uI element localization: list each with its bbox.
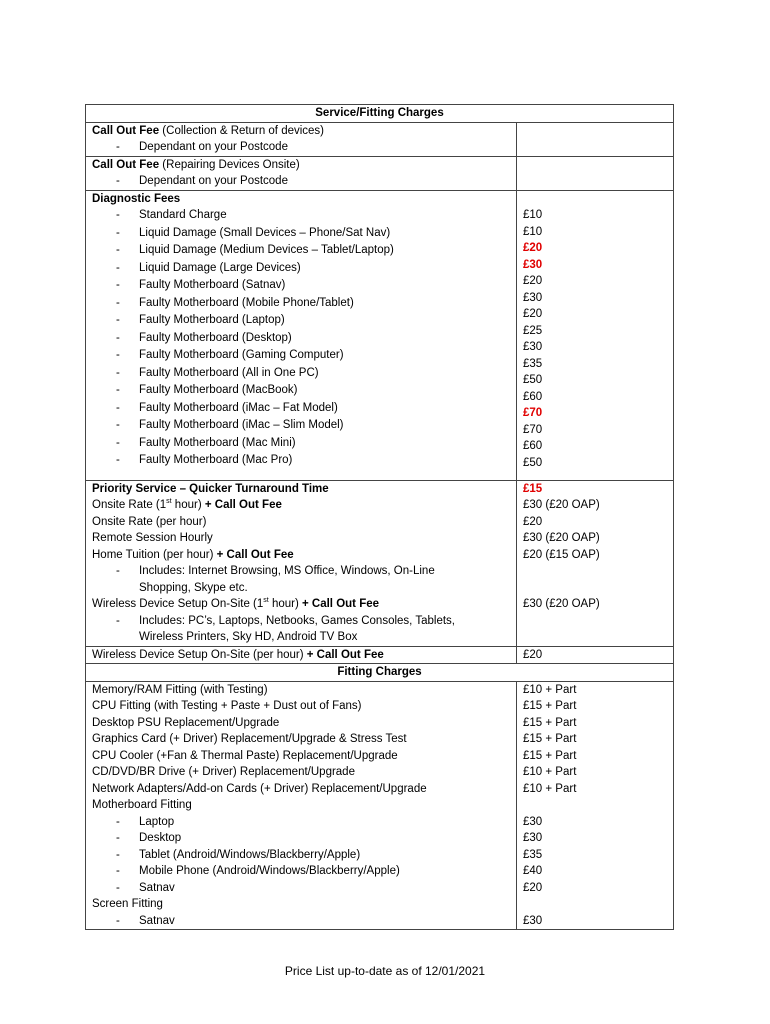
price-value: £25	[523, 324, 543, 337]
callout-collection-desc: (Collection & Return of devices)	[159, 124, 325, 137]
list-item: - Tablet (Android/Windows/Blackberry/Apple)	[92, 847, 510, 864]
onsite-first-hour-label: Onsite Rate (1st hour) + Call Out Fee	[92, 498, 282, 511]
list-item: - Faulty Motherboard (Mobile Phone/Tablet)	[92, 295, 510, 313]
diagnostic-title: Diagnostic Fees	[92, 192, 181, 205]
wireless-includes-line: Wireless Printers, Sky HD, Android TV Box	[139, 631, 358, 643]
price-value: £30	[523, 258, 543, 271]
callout-onsite-sub: - Dependant on your Postcode	[92, 173, 510, 190]
price-value: £60	[523, 440, 543, 452]
list-item: - Faulty Motherboard (Satnav)	[92, 277, 510, 295]
list-item: - Faulty Motherboard (Laptop)	[92, 312, 510, 330]
diagnostic-row	[86, 190, 674, 480]
list-item: - Faulty Motherboard (MacBook)	[92, 382, 510, 400]
list-item: - Faulty Motherboard (Mac Mini)	[92, 435, 510, 453]
table-row	[86, 122, 674, 156]
list-item: CPU Cooler (+Fan & Thermal Paste) Replacement/Upgrade	[92, 749, 398, 762]
services-row	[86, 480, 674, 646]
price-value: £35	[523, 357, 543, 370]
onsite-hourly-label: Onsite Rate (per hour)	[92, 515, 207, 528]
wireless-first-hour-label: Wireless Device Setup On-Site (1st hour) + Call Out Fee	[92, 597, 380, 610]
price-value: £10 + Part	[523, 782, 577, 795]
screen-title: Screen Fitting	[92, 898, 163, 910]
list-item: - Satnav	[92, 913, 510, 930]
service-charges-heading: Service/Fitting Charges	[86, 105, 674, 123]
price-value: £10 + Part	[523, 766, 577, 778]
price-value: £20	[523, 242, 543, 254]
list-item: - Liquid Damage (Large Devices)	[92, 260, 510, 278]
price-value: £60	[523, 390, 543, 403]
list-item: - Laptop	[92, 814, 510, 831]
fitting-charges-heading: Fitting Charges	[86, 664, 674, 682]
motherboard-title: Motherboard Fitting	[92, 799, 192, 811]
list-item: - Faulty Motherboard (iMac – Slim Model)	[92, 417, 510, 435]
priority-service-label: Priority Service – Quicker Turnaround Time	[92, 482, 329, 495]
price-value: £20	[523, 275, 543, 287]
price-value: £20	[523, 881, 543, 894]
price-value: £70	[523, 407, 543, 419]
list-item: Desktop PSU Replacement/Upgrade	[92, 716, 280, 729]
callout-onsite-price	[517, 156, 674, 190]
list-item: - Faulty Motherboard (iMac – Fat Model)	[92, 400, 510, 418]
price-value: £15 + Part	[523, 733, 577, 745]
price-value: £20	[523, 308, 543, 320]
services-prices	[517, 480, 674, 646]
remote-session-label: Remote Session Hourly	[92, 532, 213, 544]
list-item: - Standard Charge	[92, 207, 510, 225]
list-item: - Faulty Motherboard (All in One PC)	[92, 365, 510, 383]
price-value: £30	[523, 341, 543, 353]
fitting-row	[86, 681, 674, 930]
wireless-includes-line: - Includes: PC’s, Laptops, Netbooks, Games Consoles, Tablets,	[92, 613, 510, 630]
list-item: - Satnav	[92, 880, 510, 897]
home-tuition-label: Home Tuition (per hour) + Call Out Fee	[92, 548, 294, 561]
price-value: £10	[523, 225, 543, 238]
price-value: £15	[523, 482, 543, 495]
tuition-includes-line: - Includes: Internet Browsing, MS Office, Windows, On-Line	[92, 563, 510, 580]
price-value: £30 (£20 OAP)	[523, 532, 600, 544]
footer-date-note: Price List up-to-date as of 12/01/2021	[284, 964, 486, 978]
list-item: - Mobile Phone (Android/Windows/Blackberry/Apple)	[92, 863, 510, 880]
price-value: £30 (£20 OAP)	[523, 499, 600, 511]
list-item: Memory/RAM Fitting (with Testing)	[92, 683, 268, 696]
price-value: £50	[523, 374, 543, 386]
callout-onsite-desc: (Repairing Devices Onsite)	[159, 158, 300, 171]
price-value: £30	[523, 914, 543, 927]
list-item: - Liquid Damage (Small Devices – Phone/Sat Nav)	[92, 225, 510, 243]
diagnostic-prices	[517, 190, 674, 480]
table-row	[86, 156, 674, 190]
price-value: £70	[523, 423, 543, 436]
callout-collection-sub: - Dependant on your Postcode	[92, 139, 510, 156]
list-item: - Faulty Motherboard (Mac Pro)	[92, 452, 510, 470]
list-item: - Faulty Motherboard (Gaming Computer)	[92, 347, 510, 365]
price-value: £15 + Part	[523, 716, 577, 729]
list-item: CD/DVD/BR Drive (+ Driver) Replacement/Upgrade	[92, 766, 355, 778]
price-value: £20	[523, 515, 543, 528]
list-item: Graphics Card (+ Driver) Replacement/Upgrade & Stress Test	[92, 733, 407, 745]
table-header-row	[86, 105, 674, 123]
list-item: - Desktop	[92, 830, 510, 847]
price-value: £20	[517, 646, 674, 664]
price-value: £15 + Part	[523, 749, 577, 762]
price-value: £10	[523, 209, 543, 221]
price-value: £40	[523, 865, 543, 877]
callout-onsite-title: Call Out Fee	[92, 158, 160, 171]
table-row	[86, 646, 674, 664]
price-table	[85, 104, 674, 930]
price-value: £10 + Part	[523, 683, 577, 696]
fitting-prices	[517, 681, 674, 930]
price-value: £30 (£20 OAP)	[523, 598, 600, 610]
tuition-includes-line: Shopping, Skype etc.	[139, 581, 248, 594]
list-item: Network Adapters/Add-on Cards (+ Driver) Replacement/Upgrade	[92, 782, 427, 795]
price-value: £20 (£15 OAP)	[523, 548, 600, 561]
price-value: £30	[523, 815, 543, 828]
list-item: - Faulty Motherboard (Desktop)	[92, 330, 510, 348]
callout-collection-title: Call Out Fee	[92, 124, 160, 137]
price-value: £35	[523, 848, 543, 861]
price-value: £30	[523, 832, 543, 844]
list-item: CPU Fitting (with Testing + Paste + Dust out of Fans)	[92, 700, 362, 712]
list-item: - Liquid Damage (Medium Devices – Tablet/Laptop)	[92, 242, 510, 260]
callout-collection-price	[517, 122, 674, 156]
price-value: £50	[523, 456, 543, 469]
price-value: £15 + Part	[523, 700, 577, 712]
table-header-row	[86, 664, 674, 682]
price-value: £30	[523, 291, 543, 304]
wireless-hourly-label: Wireless Device Setup On-Site (per hour) + Call Out Fee	[86, 646, 517, 664]
